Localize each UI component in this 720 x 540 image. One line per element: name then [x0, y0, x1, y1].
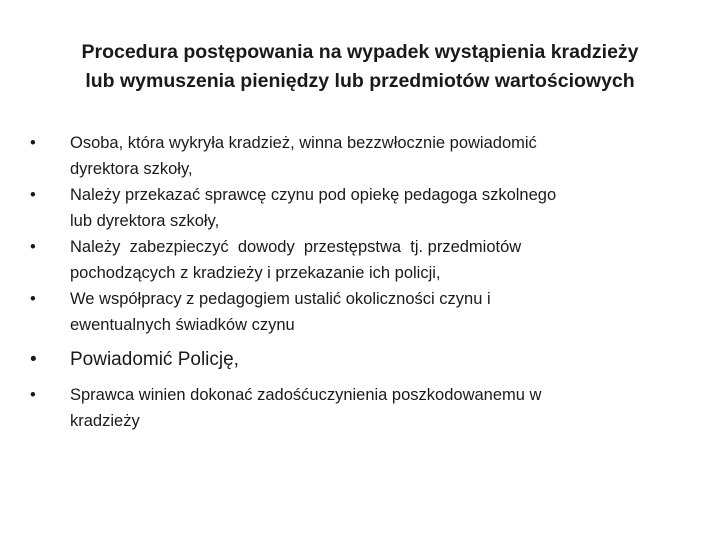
bullet-text-line: lub dyrektora szkoły, [70, 212, 220, 230]
bullet-dot: • [30, 386, 36, 404]
bullet-text-line: Osoba, która wykryła kradzież, winna bezzwłocznie powiadomić [70, 134, 537, 152]
bullet-dot: • [30, 186, 36, 204]
title-line-1: Procedura postępowania na wypadek wystąpienia kradzieży [81, 41, 639, 63]
bullet-text-line: Sprawca winien dokonać zadośćuczynienia poszkodowanemu w [70, 386, 542, 404]
slide-title [40, 38, 680, 96]
bullet-text-line: We współpracy z pedagogiem ustalić okoliczności czynu i [70, 290, 491, 308]
list-item [30, 382, 670, 434]
list-item [30, 130, 670, 182]
list-item [30, 234, 670, 286]
list-item [30, 346, 670, 374]
title-line-2: lub wymuszenia pieniędzy lub przedmiotów wartościowych [85, 70, 635, 92]
bullet-text-line: Należy przekazać sprawcę czynu pod opiekę pedagoga szkolnego [70, 186, 557, 204]
bullet-dot: • [30, 134, 36, 152]
bullet-dot: • [30, 349, 37, 370]
bullet-text-line: kradzieży [70, 412, 140, 430]
bullet-text-line: ewentualnych świadków czynu [70, 316, 295, 334]
list-item [30, 182, 670, 234]
list-item [30, 286, 670, 338]
bullet-dot: • [30, 290, 36, 308]
bullet-text-line: Należy zabezpieczyć dowody przestępstwa tj. przedmiotów [70, 238, 522, 256]
bullet-list [30, 130, 670, 434]
bullet-text-line: pochodzących z kradzieży i przekazanie ich policji, [70, 264, 441, 282]
bullet-text-line: dyrektora szkoły, [70, 160, 193, 178]
bullet-dot: • [30, 238, 36, 256]
bullet-text-line: Powiadomić Policję, [70, 349, 239, 370]
